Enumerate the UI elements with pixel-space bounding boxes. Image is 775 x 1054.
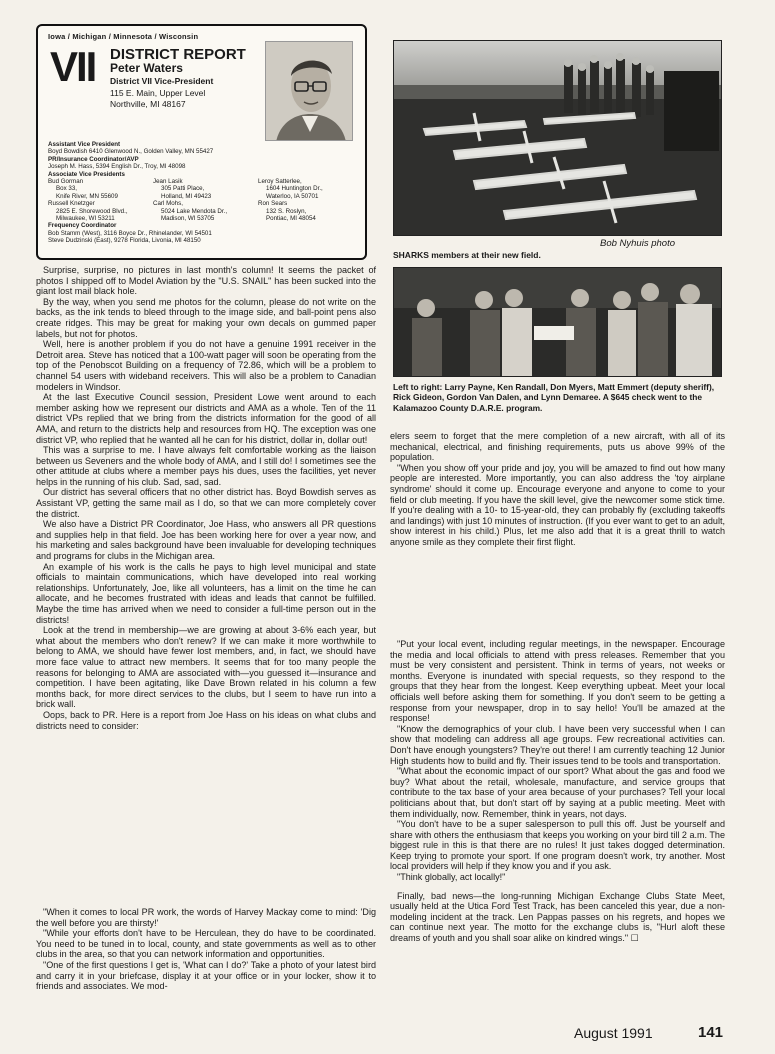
pr-coordinator: Joseph M. Hass, 5394 English Dr., Troy, MI 48098 [48,163,186,171]
paragraph: elers seem to forget that the mere completion of a new aircraft, with all of its mechanical, electrical, and finishing requirements, puts us above 99% of the population. [390,431,725,463]
paragraph: Well, here is another problem if you do not have a genuine 1991 receiver in the Detroit area. Steve has noticed that a 100-watt pager will soon be operating from the top of the Penobscot Building on a frequency of 72.86, which will be a problem to channel 54 users with wideband receivers. This will also be a problem to Canadian modelers in Windsor. [36,339,376,392]
officer-list [48,141,355,245]
photo1-caption: SHARKS members at their new field. [393,250,541,260]
assistant-vp-label: Assistant Vice President [48,141,121,148]
paragraph: Our district has several officers that no other district has. Boyd Bowdish serves as Assistant VP, getting the same mail as I do, so that we can more completely cover the district. [36,487,376,519]
photo2-caption: Left to right: Larry Payne, Ken Randall, Don Myers, Matt Emmert (deputy sheriff), Rick Gideon, Gordon Van Dalen, and Lynn Demaree. A $645 check went to the Kalamazoo County D.A.R.E. program. [393,382,715,413]
issue-date: August 1991 [574,1025,653,1041]
frequency-label: Frequency Coordinator [48,222,117,230]
associate-line: Bud Gorman [48,178,84,186]
quote-paragraph: "One of the first questions I get is, 'What can I do?' Take a photo of your latest bird and carry it in your briefcase, display it at your office or in your locker, show it to friends and associates. We mod- [36,959,376,992]
states-line: Iowa / Michigan / Minnesota / Wisconsin [48,32,199,41]
associate-line: Jean Lasik [153,178,183,186]
right-column-text-top [390,431,725,548]
title-row [48,45,355,137]
associate-line: Carl Mohs, [153,200,183,208]
associate-line: Russell Knetzger [48,200,95,208]
paragraph: "What about the economic impact of our sport? What about the gas and food we buy? What about the retail, wholesale, manufacture, and service groups that contribute to the tax base of your area because of your purchases? Tell your local politicians about that, but don't start off by saying at a public meeting. Meet with them individually, now. Remember, think in years, not days. [390,766,725,819]
photo-credit: Bob Nyhuis photo [600,238,675,249]
associates-col2 [153,178,250,222]
paragraph: An example of his work is the calls he pays to high level municipal and state officials to maintain communications, which have developed into real working relationships. Unfortunately, Joe, like all volunteers, has a limit on the time he can allocate, and he becomes frustrated with ideas and leads that cannot be fulfilled. Maybe the time has arrived when we need to consider a full-time person out in the districts! [36,561,376,625]
paragraph: By the way, when you send me photos for the column, please do not write on the backs, as the ink tends to bleed through to the image side, and ball-point pens also create ridges. This may be great for making your own decals on gummed paper labels, but not for photos. [36,296,376,339]
associate-line: 5024 Lake Mendota Dr., [161,207,228,215]
paragraph: "Know the demographics of your club. I have been very successful when I can show that modeling can address all age groups. Few recreational activities can. Don't have enough youngsters? They're out there! I am currently teaching 12 Junior High students how to build and fly. Their issues tend to be tools and transportation. [390,723,725,766]
pr-label: PR/Insurance Coordinator/AVP [48,155,139,163]
paragraph: "Think globally, act locally!" [397,872,506,883]
associate-line: Box 33, [56,185,77,193]
paragraph: "Put your local event, including regular meetings, in the newspaper. Encourage the media and local officials to attend with press releases. Remember that you must be very consistent and persistent. Think in terms of years, not weeks or months. Everyone is inundated with special requests, so they respond to the groups that they hear from the longest. Keep everything upbeat. Meet your local officials well before asking them for something. If you don't seem to be getting a response from your newspaper, drop in to say hello! You'll be amazed at the response! [390,639,725,724]
page-number: 141 [698,1024,724,1041]
paragraph: Finally, bad news—the long-running Michigan Exchange Clubs State Meet, usually held at the Utica Ford Test Track, has been canceled this year, due a non-modeling incident at the track. Len Pappas passes on his regrets, and hopes we can continue next year. The motto for the exchange clubs is, "Hurl aloft these dreams of youth and you shall soar alike on kindred wings." ☐ [390,890,725,944]
paragraph: Surprise, surprise, no pictures in last month's column! It seems the packet of photos I shipped off to Model Aviation by the "U.S. SNAIL" has been sucked into the giant lost mail black hole. [36,265,376,297]
paragraph: "You don't have to be a super salesperson to pull this off. Just be yourself and share with others the enthusiasm that keeps you working on your bird till 2 a.m. The biggest rule in this is that there are no rules! It just takes dogged determination. Keep trying to promote your sport. If one program doesn't work, try another. Most local providers will help if they know you and if you ask. [390,819,725,872]
district-header-box [36,24,367,260]
sharks-field-photo [393,40,722,236]
associate-line: Ron Sears [258,200,288,208]
right-column-text-bottom [390,639,725,944]
associates-col3 [258,178,355,222]
paragraph: At the last Executive Council session, President Lowe went around to each member asking how we represent our districts and AMA as a whole. Ten of the 11 district VPs replied that we bring from the districts information for the good of all AMA, and return to the districts help and resources from HQ. The exception was one district VP, who replied that he wanted all he can for his district, dollar in, dollar out! [36,392,376,445]
frequency-coordinator-east: Steve Dudzinski (East), 9278 Florida, Livonia, MI 48150 [48,237,201,245]
vp-title: District VII Vice-President [110,76,214,86]
associates-grid [48,178,355,222]
left-column-quote [36,907,376,992]
associate-line: Holland, MI 49423 [161,192,212,200]
associate-line: Waterloo, IA 50701 [266,192,319,200]
associate-line: Pontiac, MI 48054 [266,215,316,223]
associate-line: 2825 E. Shorewood Blvd., [56,207,128,215]
associate-line: Madison, WI 53705 [161,215,215,223]
vp-address-line1: 115 E. Main, Upper Level [110,88,206,98]
associate-line: Milwaukee, WI 53211 [56,215,115,223]
associate-line: Knife River, MN 55609 [56,192,118,200]
vp-name: Peter Waters [110,61,183,75]
associates-label: Associate Vice Presidents [48,170,125,178]
associate-line: 1604 Huntington Dr., [266,185,323,193]
report-title: DISTRICT REPORT [110,46,246,63]
vp-address-line2: Northville, MI 48167 [110,99,186,109]
quote-paragraph: "When it comes to local PR work, the words of Harvey Mackay come to mind: 'Dig the well before you are thirsty!' [36,907,376,928]
associate-line: 305 Patti Place, [161,185,205,193]
check-presentation-photo [393,267,722,377]
assistant-vp: Boyd Bowdish 6410 Glenwood N., Golden Valley, MN 55427 [48,148,214,156]
left-column-text [36,265,376,731]
associates-col1 [48,178,145,222]
paragraph: We also have a District PR Coordinator, Joe Hass, who answers all PR questions and supplies help in that field. Joe has been working here for over a year now, and his marketing and sales background have been invaluable for developing techniques and programs for clubs in the Michigan area. [36,519,376,562]
associate-line: 132 S. Roslyn, [266,207,307,215]
paragraph: "When you show off your pride and joy, you will be amazed to find out how many people are interested. More importantly, you can also address the 'toy airplane syndrome' should it come up. Encourage everyone and anyone to come to your field or club meeting. If you have the skill level, give the newcomer some stick time. If you're dealing with a 10- to 15-year-old, they can probably fly (excluding takeoffs and landings) with just 10 minutes of instruction. (If you ever want to get to an adult, show interest in his child.) Plus, let me also add that it is a great thrill to watch anyone smile as they complete their first flight. [390,462,725,547]
quote-paragraph: "While your efforts don't have to be Herculean, they do have to be coordinated. You need to be tuned in to local, county, and state governments as well as to other clubs in the area, so that you can network information and opportunities. [36,928,376,960]
associate-line: Leroy Satterlee, [258,178,302,186]
paragraph: Oops, back to PR. Here is a report from Joe Hass on his ideas on what clubs and districts need to consider: [36,709,376,731]
vp-portrait-photo [265,41,353,141]
district-numeral: VII [50,43,96,90]
frequency-coordinator-west: Bob Stamm (West), 3116 Boyce Dr., Rhinelander, WI 54501 [48,229,212,237]
paragraph: Look at the trend in membership—we are growing at about 3-6% each year, but what about the members who don't renew? If we can make it more worthwhile to belong to AMA, we should have fewer lost members, and, in fact, we should have more face value to attract new members. It seems that for too many people the reasons for belonging to AMA are associated with—you guessed it—insurance and competition. I have been agitating, like Dave Brown related in his column a few months back, for more direct services to the clubs, but I seem to have run into a brick wall. [36,625,376,710]
paragraph: This was a surprise to me. I have always felt comfortable working as the liaison between us Seveners and the whole body of AMA, and I still do! I sometimes see the other attitude at clubs where a member pays his dues, uses the facilities, yet never helps in the running of his club. Sad, sad, sad. [36,445,376,487]
